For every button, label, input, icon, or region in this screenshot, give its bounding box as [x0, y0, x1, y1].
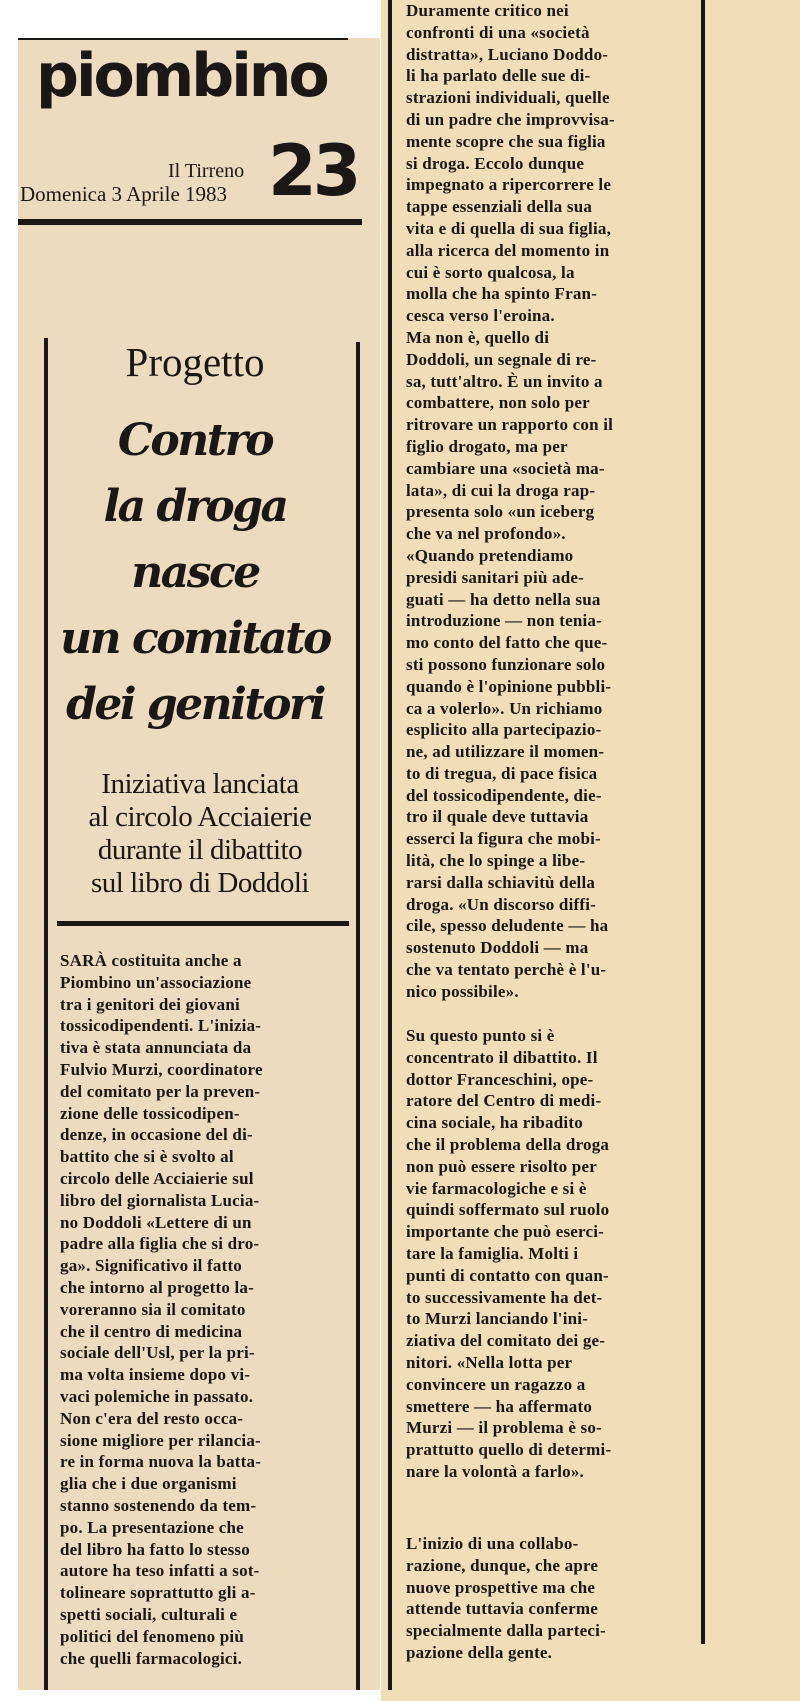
newspaper-name: Il Tirreno [168, 160, 245, 182]
clipping-top-edge [18, 0, 380, 38]
right-column-right-rule [701, 0, 705, 1644]
masthead-bottom-rule [18, 219, 362, 225]
article-body-left-column: SARÀ costituita anche a Piombino un'associazione tra i genitori dei giovani tossicodipendenti. L'inizia- tiva è stata annunciata da Fulvio Murzi, coordinatore del comitato per la preven- zione delle tossicodipen- denze, in occasione del di- battito che si è svolto al circolo delle Acciaierie sul libro del giornalista Lucia- no Doddoli «Lettere di un padre alla figlia che si dro- ga». Significativo il fatto che intorno al progetto la- voreranno sia il comitato che il centro di medicina sociale dell'Usl, per la pri- ma volta insieme dopo vi- vaci polemiche in passato. Non c'era del resto occa- sione migliore per rilancia- re in forma nuova la batta- glia che i due organismi stanno sostenendo da tem- po. La presentazione che del libro ha fatto lo stesso autore ha teso infatti a sot- tolineare soprattutto gli a- spetti sociali, culturali e politici del fenomeno più che quelli farmacologici. [60, 951, 263, 1668]
masthead-top-rule [18, 38, 348, 40]
headline: Contro la droga nasce un comitato dei genitori [60, 415, 330, 730]
article-body-right-column-part1: Duramente critico nei confronti di una «società distratta», Luciano Doddo- li ha parlato delle sue di- strazioni individuali, quelle di un padre che improvvisa- mente scopre che sua figlia si droga. Eccolo dunque impegnato a ripercorrere le tappe essenziali della sua vita e di quella di sua figlia, alla ricerca del momento in cui è sorto qualcosa, la molla che ha spinto Fran- cesca verso l'eroina. Ma non è, quello di Doddoli, un segnale di re- sa, tutt'altro. È un invito a combattere, non solo per ritrovare un rapporto con il figlio drogato, ma per cambiare una «società ma- lata», di cui la droga rap- presenta solo «un iceberg che va nel profondo». «Quando pretendiamo presidi sanitari più ade- guati — ha detto nella sua introduzione — non tenia- mo conto del fatto che que- sti possono funzionare solo quando è l'opinione pubbli- ca a volerlo». Un richiamo esplicito alla partecipazio- ne, ad utilizzare il momen- to di tregua, di pace fisica del tossicodipendente, die- tro il quale deve tuttavia esserci la figura che mobi- lità, che lo spinge a libe- rarsi dalla schiavitù della droga. «Un discorso diffi- cile, spesso deludente — ha sostenuto Doddoli — ma che va tentato perchè è l'u- nico possibile». [406, 1, 615, 1001]
left-column-divider [356, 342, 360, 1690]
publication-date: Domenica 3 Aprile 1983 [20, 182, 228, 206]
subheadline: Iniziativa lanciata al circolo Acciaierie durante il dibattito sul libro di Doddoli [88, 768, 312, 899]
article-body-right-column-part3: L'inizio di una collabo- razione, dunque, che apre nuove prospettive ma che attende tuttavia conferme specialmente dalla parteci- pazione della gente. [406, 1534, 606, 1662]
headline-bottom-rule [57, 921, 349, 926]
article-body-right-column-part2: Su questo punto si è concentrato il dibattito. Il dottor Franceschini, ope- ratore del Centro di medi- cina sociale, ha ribadito che il problema della droga non può essere risolto per vie farmacologiche e si è quindi soffermato sul ruolo importante che può eserci- tare la famiglia. Molti i punti di contatto con quan- to successivamente ha det- to Murzi lanciando l'ini- ziativa del comitato dei ge- nitori. «Nella lotta per convincere un ragazzo a smettere — ha affermato Murzi — il problema è so- prattutto quello di determi- nare la volontà a farlo». [406, 1026, 612, 1481]
section-name: piombino [36, 41, 327, 111]
headline-kicker: Progetto [125, 339, 265, 385]
page-number: 23 [268, 130, 358, 212]
left-frame-rule [44, 338, 48, 1690]
right-column-left-rule [388, 0, 392, 1690]
